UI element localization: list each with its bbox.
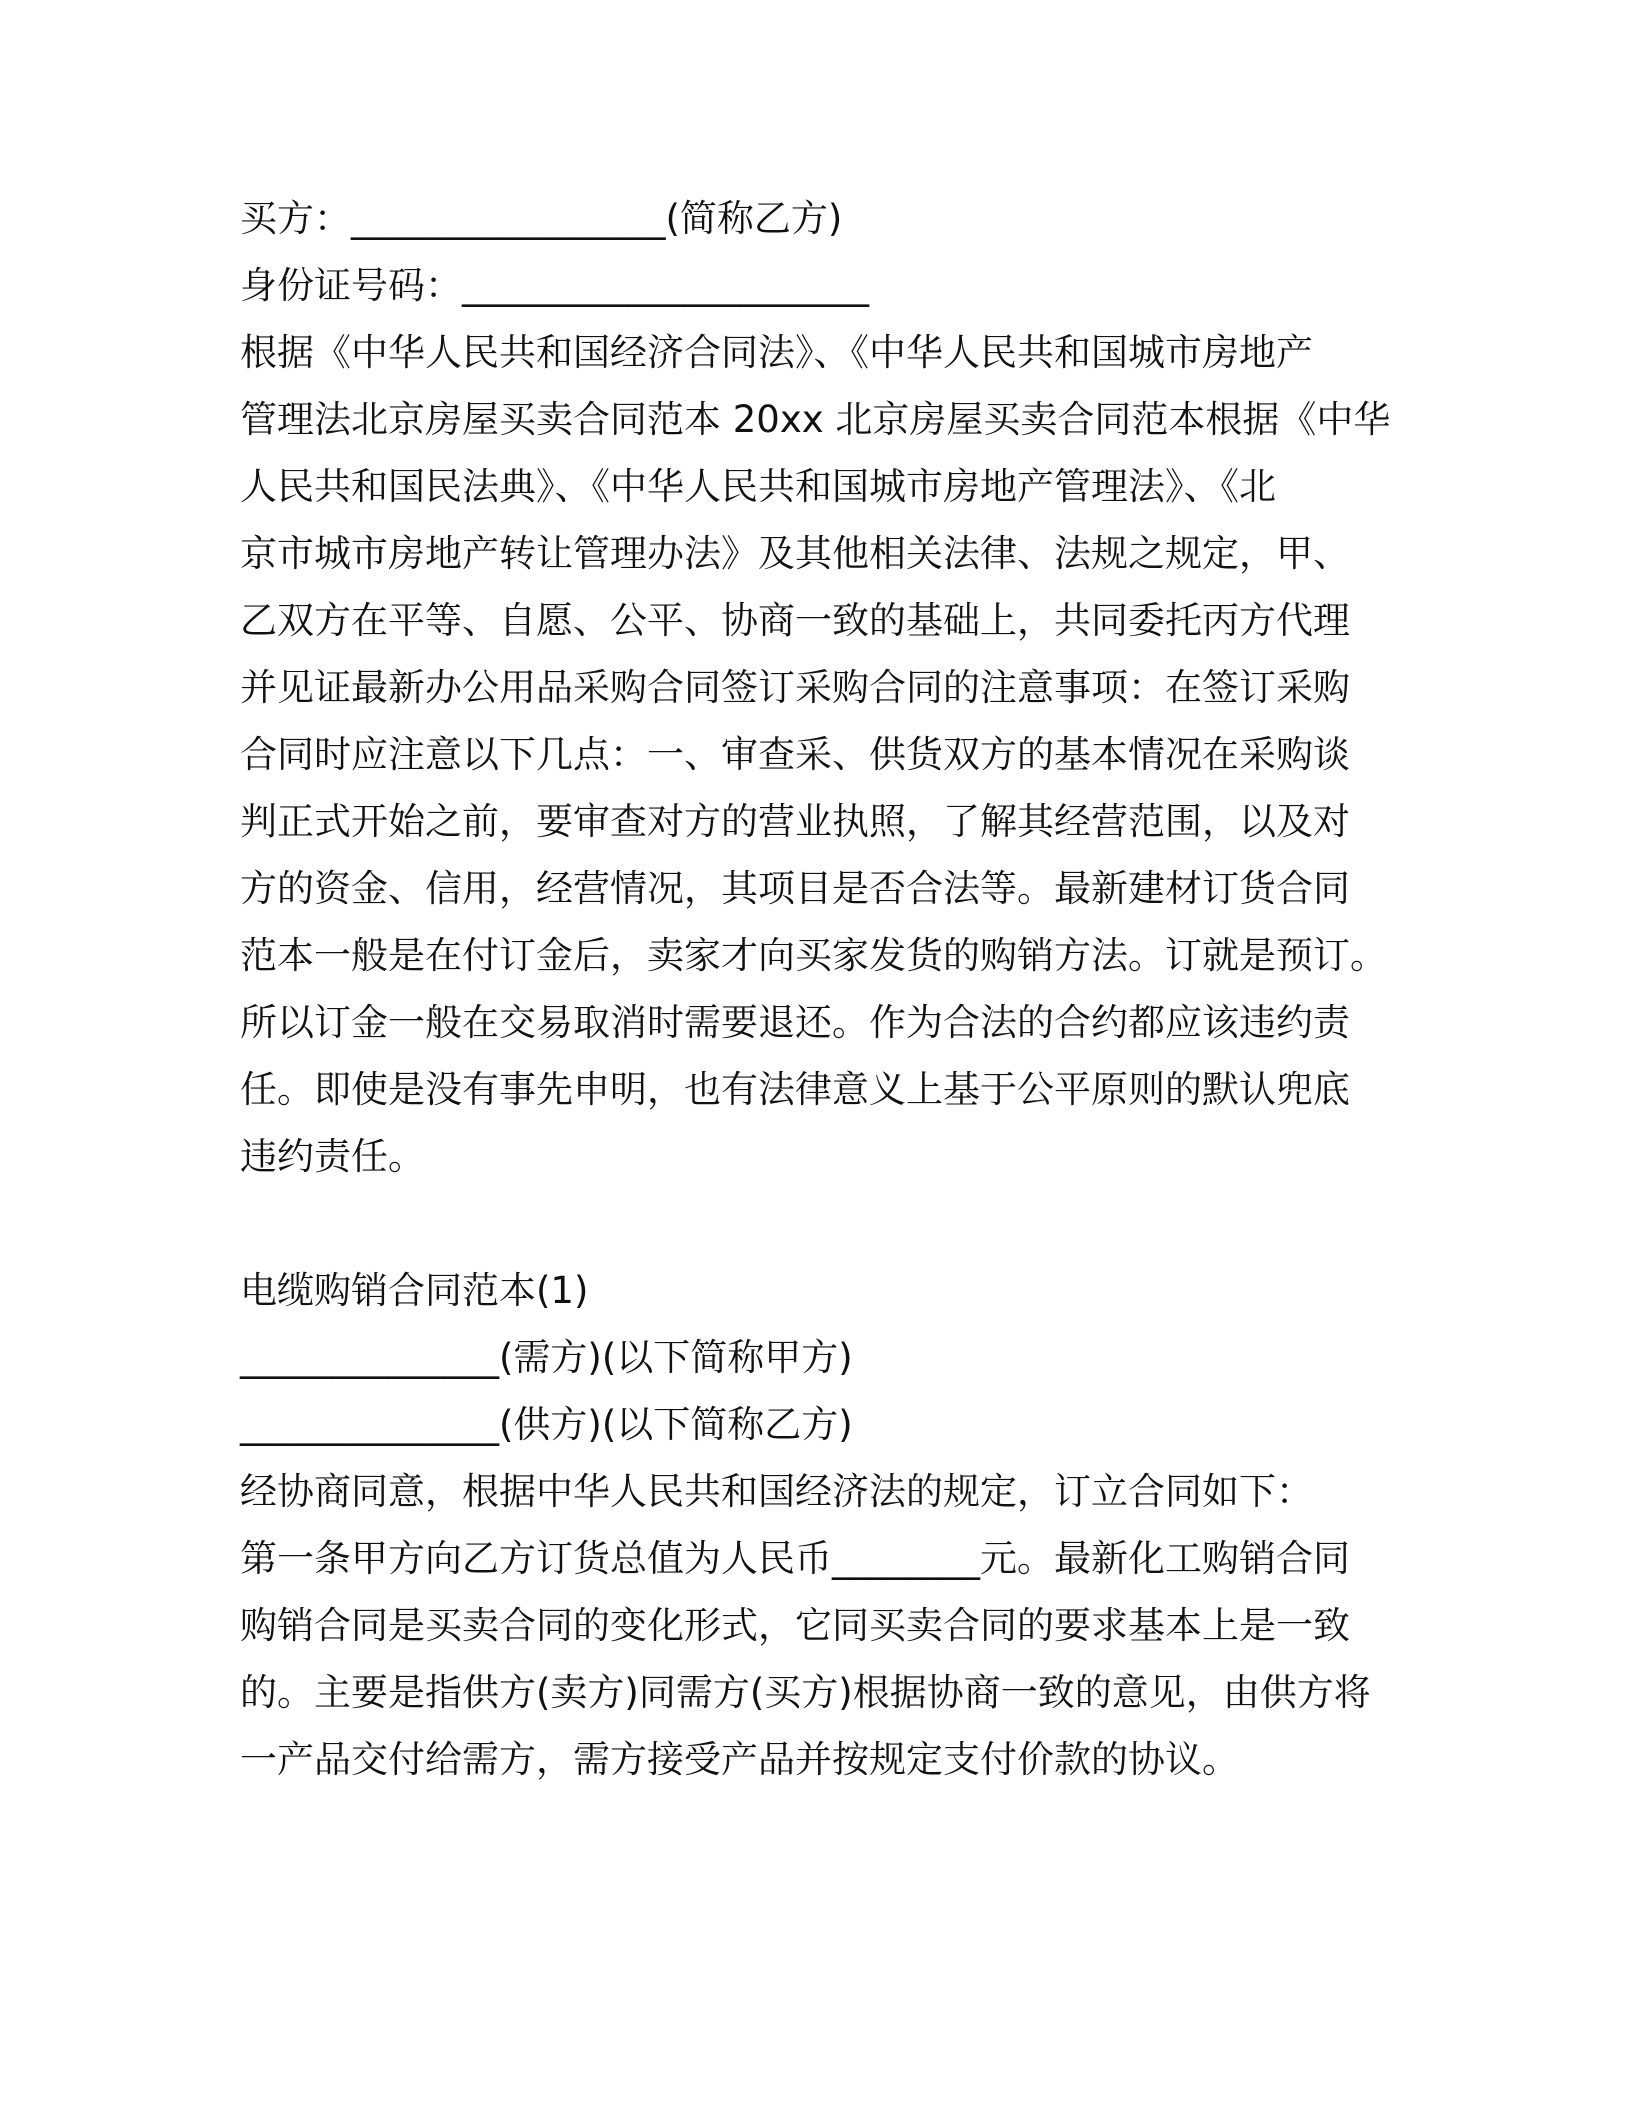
paragraph-line: 京市城市房地产转让管理办法》及其他相关法律、法规之规定，甲、 <box>240 532 1350 575</box>
paragraph-line: 的。主要是指供方(卖方)同需方(买方)根据协商一致的意见，由供方将 <box>240 1671 1371 1714</box>
paragraph-line: 违约责任。 <box>240 1135 425 1178</box>
demand-party-line: ______________(需方)(以下简称甲方) <box>240 1336 853 1379</box>
paragraph-line: 方的资金、信用，经营情况，其项目是否合法等。最新建材订货合同 <box>240 867 1350 910</box>
paragraph-line: 购销合同是买卖合同的变化形式，它同买卖合同的要求基本上是一致 <box>240 1604 1350 1647</box>
buyer-line: 买方：_________________(简称乙方) <box>240 197 843 240</box>
paragraph-line: 根据《中华人民共和国经济合同法》、《中华人民共和国城市房地产 <box>240 331 1313 374</box>
paragraph-gap <box>240 1190 1390 1257</box>
paragraph-line: 所以订金一般在交易取消时需要退还。作为合法的合约都应该违约责 <box>240 1001 1350 1044</box>
paragraph-line: 乙双方在平等、自愿、公平、协商一致的基础上，共同委托丙方代理 <box>240 599 1350 642</box>
supply-party-line: ______________(供方)(以下简称乙方) <box>240 1403 853 1446</box>
paragraph-line: 管理法北京房屋买卖合同范本 20xx 北京房屋买卖合同范本根据《中华 <box>240 398 1391 441</box>
id-number-line: 身份证号码：______________________ <box>240 264 869 307</box>
paragraph-line: 合同时应注意以下几点：一、审查采、供货双方的基本情况在采购谈 <box>240 733 1350 776</box>
paragraph-line: 范本一般是在付订金后，卖家才向买家发货的购销方法。订就是预订。 <box>240 934 1387 977</box>
paragraph-line: 经协商同意，根据中华人民共和国经济法的规定，订立合同如下： <box>240 1470 1313 1513</box>
paragraph-line: 并见证最新办公用品采购合同签订采购合同的注意事项：在签订采购 <box>240 666 1350 709</box>
paragraph-line: 人民共和国民法典》、《中华人民共和国城市房地产管理法》、《北 <box>240 465 1276 508</box>
paragraph-line: 一产品交付给需方，需方接受产品并按规定支付价款的协议。 <box>240 1738 1239 1781</box>
section-title: 电缆购销合同范本(1) <box>240 1269 589 1312</box>
paragraph-line: 判正式开始之前，要审查对方的营业执照，了解其经营范围，以及对 <box>240 800 1350 843</box>
paragraph-line: 任。即使是没有事先申明，也有法律意义上基于公平原则的默认兜底 <box>240 1068 1350 1111</box>
paragraph-line: 第一条甲方向乙方订货总值为人民币________元。最新化工购销合同 <box>240 1537 1350 1580</box>
document-body <box>240 185 1390 1793</box>
